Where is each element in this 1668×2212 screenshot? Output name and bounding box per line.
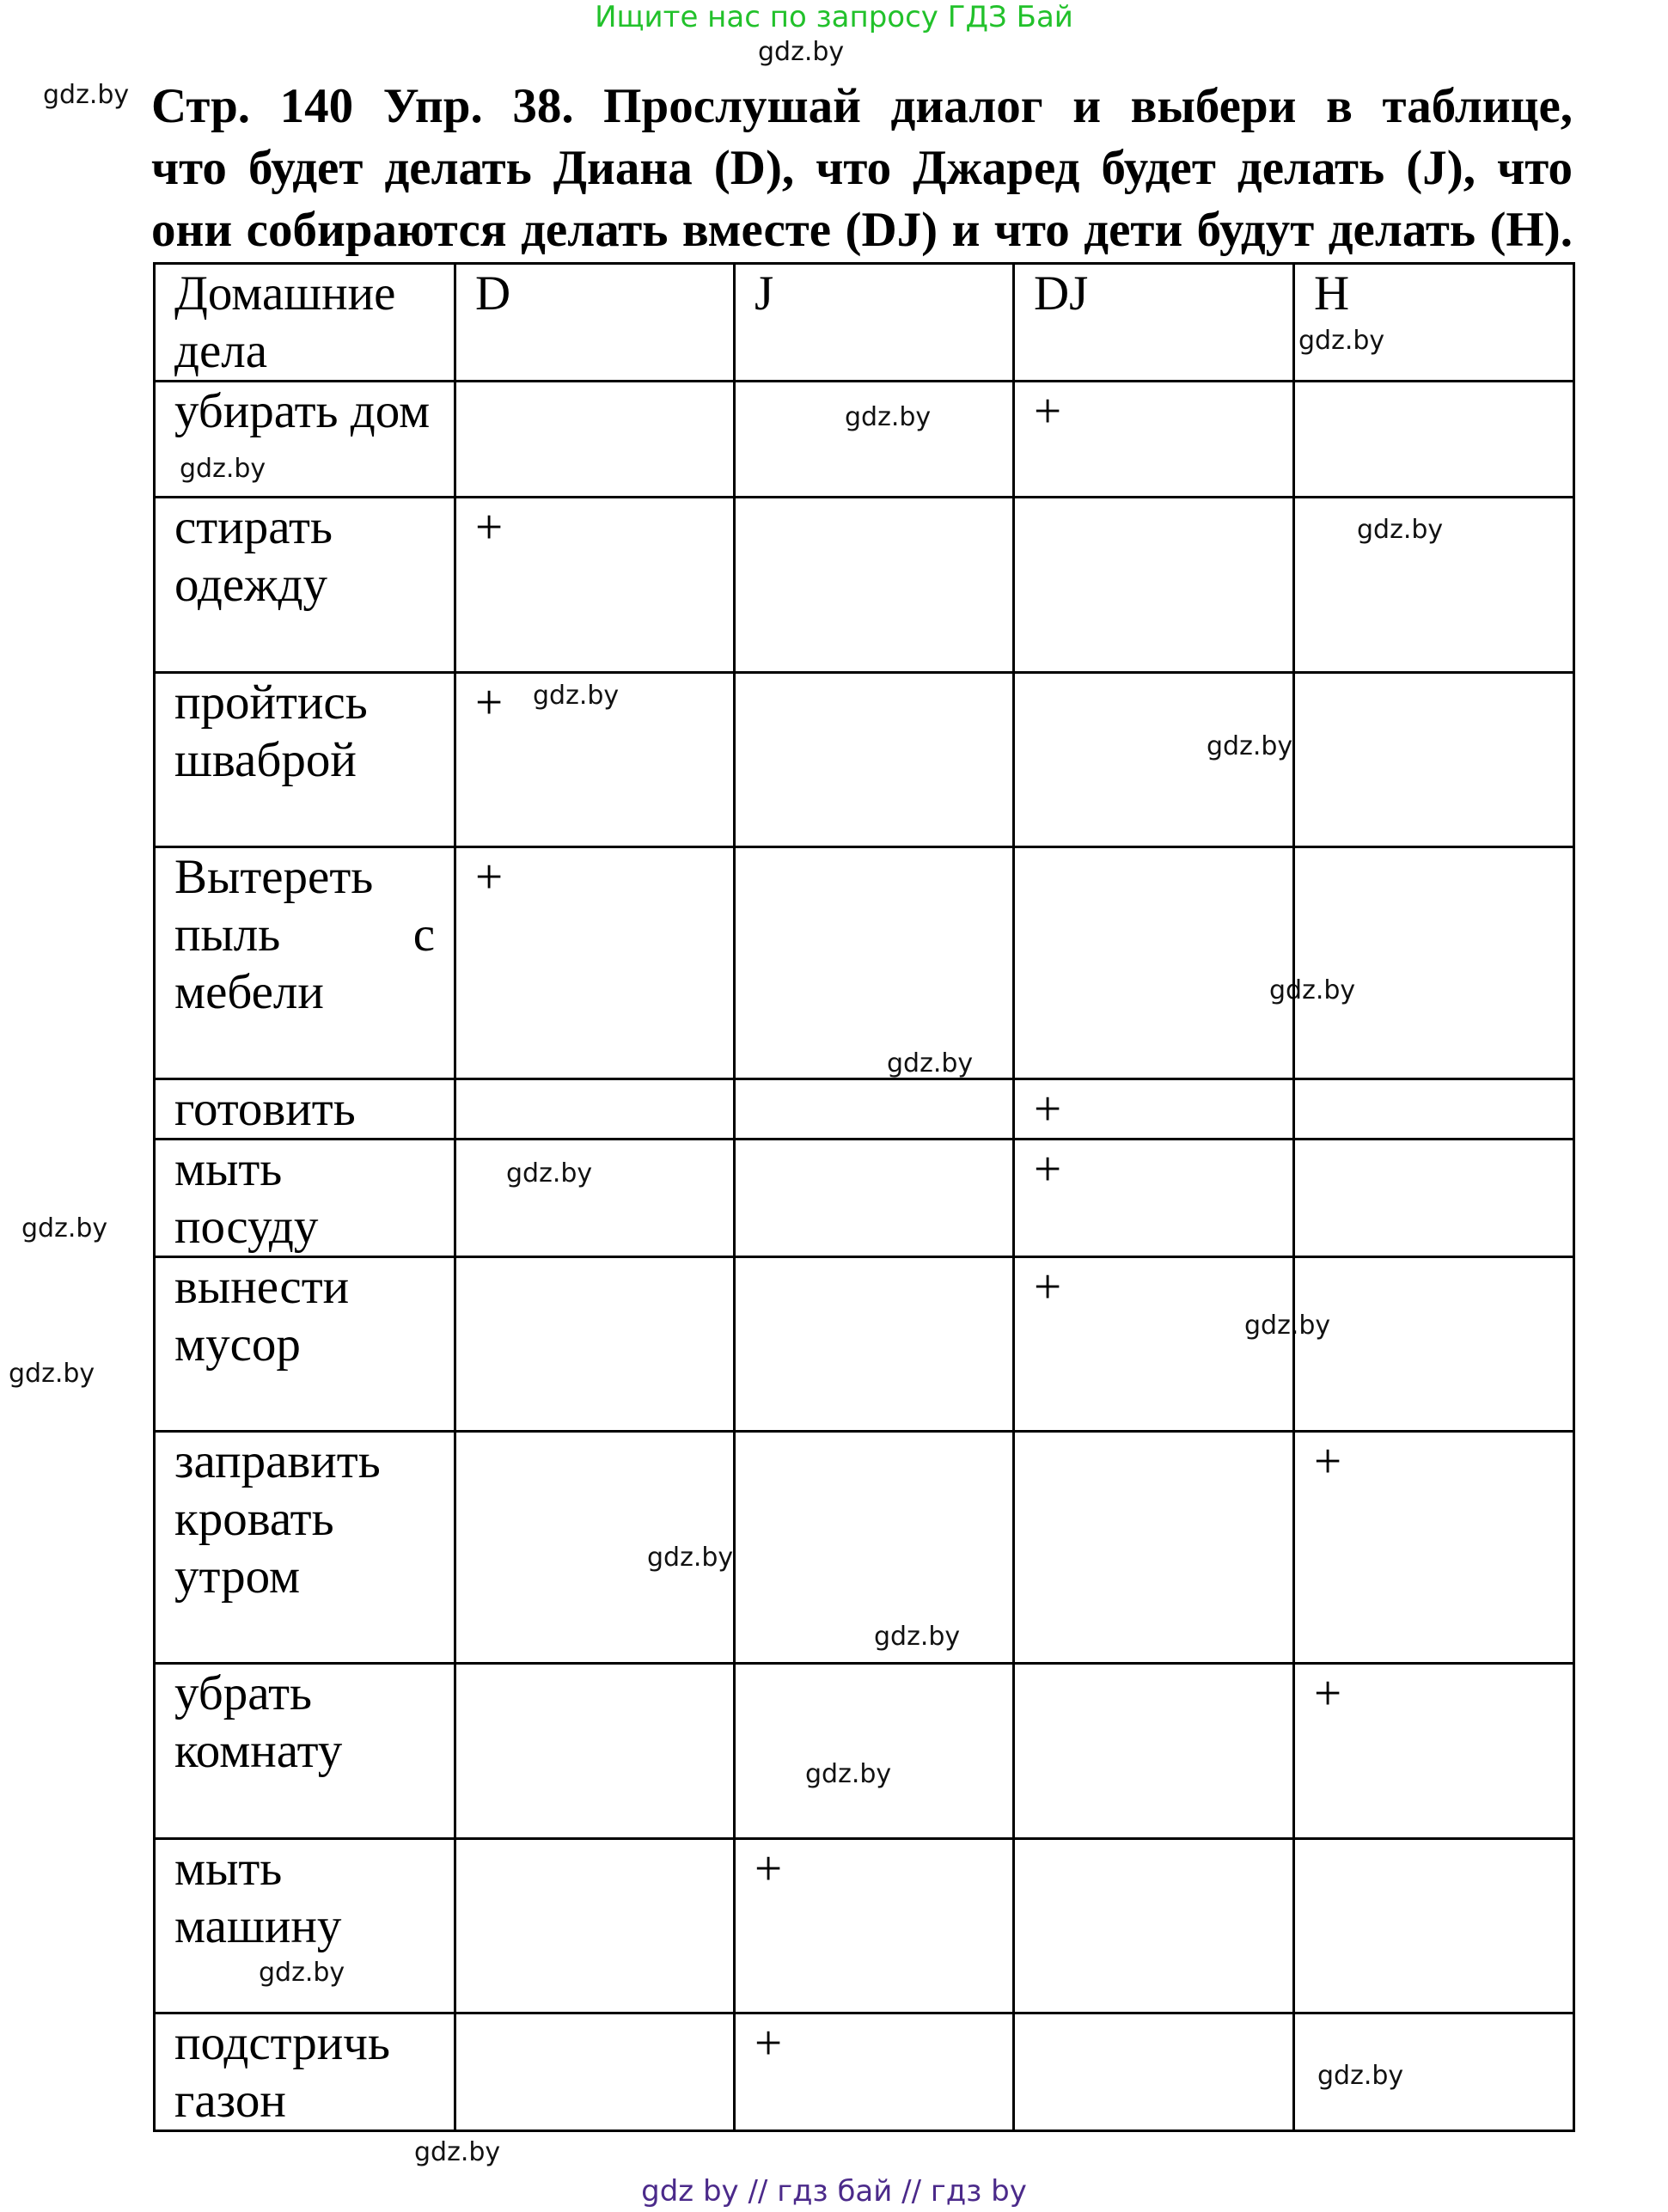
watermark: gdz.by (1269, 975, 1356, 1005)
mark-cell-dj: + (1014, 382, 1294, 498)
mark-cell-h (1294, 1257, 1574, 1432)
table-row (155, 498, 1574, 673)
header-cell-d: D (455, 264, 735, 382)
watermark: gdz.by (887, 1048, 974, 1079)
chores-table (153, 262, 1575, 2132)
mark-cell-h (1294, 1140, 1574, 1257)
mark-cell-dj (1014, 2013, 1294, 2131)
mark-cell-d (455, 1839, 735, 2013)
mark-cell-h (1294, 498, 1574, 673)
watermark: gdz.by (506, 1158, 593, 1188)
mark-cell-j (735, 498, 1014, 673)
watermark: gdz.by (1317, 2061, 1404, 2091)
mark-cell-h (1294, 847, 1574, 1079)
mark-cell-h: + (1294, 1432, 1574, 1664)
mark-cell-dj: + (1014, 1079, 1294, 1140)
chore-cell: мыть машину (155, 1839, 455, 2013)
mark-cell-dj (1014, 1664, 1294, 1839)
table-row (155, 1664, 1574, 1839)
table-row (155, 2013, 1574, 2131)
mark-cell-j (735, 1432, 1014, 1664)
chore-cell: заправить кровать утром (155, 1432, 455, 1664)
table-row (155, 1432, 1574, 1664)
watermark: gdz.by (845, 402, 932, 432)
watermark: gdz.by (21, 1213, 108, 1243)
mark-cell-d: + (455, 673, 735, 847)
mark-cell-d: + (455, 847, 735, 1079)
watermark: gdz.by (805, 1759, 892, 1789)
mark-cell-d (455, 1432, 735, 1664)
mark-cell-dj: + (1014, 1140, 1294, 1257)
mark-cell-j: + (735, 2013, 1014, 2131)
mark-cell-j (735, 1079, 1014, 1140)
chore-cell: подстричь газон (155, 2013, 455, 2131)
mark-cell-j (735, 1257, 1014, 1432)
mark-cell-dj (1014, 498, 1294, 673)
table-row (155, 1140, 1574, 1257)
mark-cell-h (1294, 1079, 1574, 1140)
table-row (155, 1839, 1574, 2013)
watermark: gdz.by (1207, 731, 1293, 761)
mark-cell-j: + (735, 1839, 1014, 2013)
mark-cell-j (735, 1664, 1014, 1839)
chore-cell: мыть посуду (155, 1140, 455, 1257)
header-cell-chores: Домашние дела (155, 264, 455, 382)
chore-cell: стирать одежду (155, 498, 455, 673)
footer-links: gdz by // гдз бай // гдз by (641, 2174, 1027, 2209)
watermark: gdz.by (1244, 1311, 1331, 1341)
mark-cell-d: + (455, 498, 735, 673)
mark-cell-j (735, 847, 1014, 1079)
mark-cell-d (455, 1664, 735, 1839)
chore-cell: пройтись шваброй (155, 673, 455, 847)
chore-cell: убирать дом (155, 382, 455, 498)
chore-cell: готовить (155, 1079, 455, 1140)
watermark: gdz.by (1357, 515, 1444, 545)
mark-cell-d (455, 1079, 735, 1140)
watermark: gdz.by (180, 454, 266, 484)
watermark: gdz.by (647, 1543, 734, 1573)
watermark: gdz.by (414, 2137, 501, 2167)
header-cell-dj: DJ (1014, 264, 1294, 382)
mark-cell-h (1294, 382, 1574, 498)
watermark: gdz.by (43, 80, 130, 110)
chore-cell: вынести мусор (155, 1257, 455, 1432)
header-cell-h: H (1294, 264, 1574, 382)
mark-cell-j (735, 673, 1014, 847)
mark-cell-j (735, 1140, 1014, 1257)
mark-cell-d (455, 1140, 735, 1257)
table-row (155, 1079, 1574, 1140)
mark-cell-j (735, 382, 1014, 498)
watermark: gdz.by (874, 1622, 961, 1652)
watermark: gdz.by (259, 1958, 345, 1988)
mark-cell-d (455, 382, 735, 498)
heading-line-2: что будет делать Диана (D), что Джаред будет делать (J), что (151, 141, 1573, 195)
exercise-heading (151, 76, 1573, 261)
mark-cell-h (1294, 2013, 1574, 2131)
mark-cell-dj (1014, 847, 1294, 1079)
mark-cell-d (455, 1257, 735, 1432)
chore-cell: убрать комнату (155, 1664, 455, 1839)
promo-banner: Ищите нас по запросу ГДЗ Бай (595, 0, 1073, 34)
mark-cell-dj (1014, 1432, 1294, 1664)
table-row (155, 847, 1574, 1079)
mark-cell-dj: + (1014, 1257, 1294, 1432)
table-header-row (155, 264, 1574, 382)
heading-line-1: Стр. 140 Упр. 38. Прослушай диалог и выбери в таблице, (151, 79, 1573, 133)
watermark: gdz.by (533, 681, 620, 711)
mark-cell-dj (1014, 1839, 1294, 2013)
mark-cell-h (1294, 673, 1574, 847)
table-row (155, 382, 1574, 498)
table-row (155, 673, 1574, 847)
mark-cell-h (1294, 1839, 1574, 2013)
chore-cell: Вытереть пыль с мебели (155, 847, 455, 1079)
watermark: gdz.by (1298, 326, 1385, 356)
watermark: gdz.by (758, 37, 845, 67)
mark-cell-d (455, 2013, 735, 2131)
heading-line-3: они собираются делать вместе (DJ) и что дети будут делать (H). (151, 203, 1573, 257)
header-cell-j: J (735, 264, 1014, 382)
table-row (155, 1257, 1574, 1432)
mark-cell-dj (1014, 673, 1294, 847)
mark-cell-h: + (1294, 1664, 1574, 1839)
watermark: gdz.by (9, 1359, 95, 1389)
